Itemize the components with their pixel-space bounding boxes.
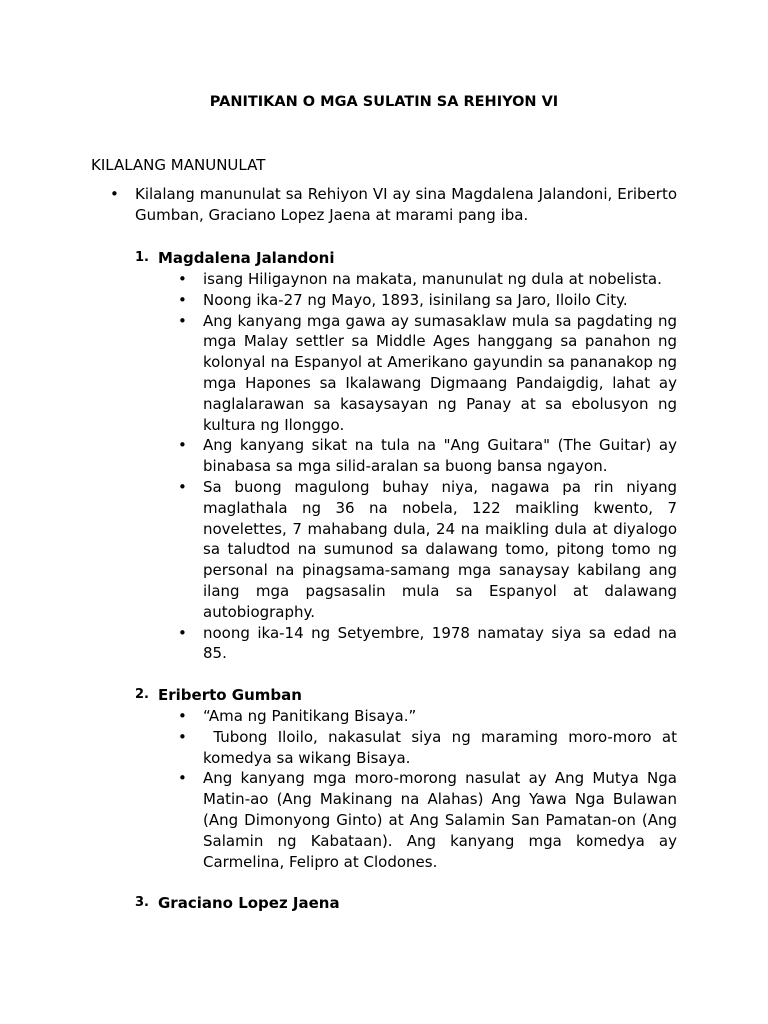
- bullet-icon: •: [178, 270, 187, 288]
- list-item-text: Tubong Iloilo, nakasulat siya ng maraming moro-moro at komedya sa wikang Bisaya.: [203, 727, 682, 767]
- list-item-text: “Ama ng Panitikang Bisaya.”: [203, 707, 417, 725]
- list-item-text: Ang kanyang sikat na tula na "Ang Guitara" (The Guitar) ay binabasa sa mga silid-aralan sa buong bansa ngayon.: [203, 436, 677, 476]
- list-item-text: Ang kanyang mga moro-morong nasulat ay Ang Mutya Nga Matin-ao (Ang Makinang na Alahas) Ang Yawa Nga Bulawan (Ang Dimonyong Ginto) at Ang Salamin San Pamatan-on (Ang Salamin ng Kabataan). Ang kanyang mga komedya ay Carmelina, Felipro at Clodones.: [203, 769, 677, 871]
- bullet-icon: •: [178, 477, 187, 496]
- writer-section: [135, 893, 677, 914]
- bullet-icon: •: [178, 727, 187, 746]
- list-item-text: Noong ika-27 ng Mayo, 1893, isinilang sa Jaro, Iloilo City.: [203, 290, 628, 309]
- list-item-text: Ang kanyang mga gawa ay sumasaklaw mula sa pagdating ng mga Malay settler sa Middle Ages hanggang sa panahon ng kolonyal na Espanyol at Amerikano gayundin sa pananakop ng mga Hapones sa Ikalawang Digmaang Pandaigdig, lahat ay naglalarawan sa kasaysayan ng Panay at sa ebolusyon ng kultura ng Ilonggo.: [203, 311, 677, 434]
- writer-name: Magdalena Jalandoni: [158, 249, 335, 267]
- section-heading: KILALANG MANUNULAT: [91, 156, 266, 174]
- writer-number: 3.: [135, 895, 149, 910]
- writer-heading: [135, 893, 677, 914]
- list-item: [110, 184, 677, 226]
- list-item: [178, 311, 677, 436]
- list-item: [178, 706, 677, 727]
- writer-heading: [135, 248, 677, 269]
- list-item-text: Sa buong magulong buhay niya, nagawa pa rin niyang maglathala ng 36 na nobela, 122 maikling kwento, 7 novelettes, 7 mahabang dula, 24 na maikling dula at diyalogo sa taludtod na sumunod sa dalawang tomo, pitong tomo ng personal na pinagsama-samang mga sanaysay kabilang ang ilang mga pagsasalin mula sa Espanyol at dalawang autobiography.: [203, 477, 677, 621]
- list-item-text: noong ika-14 ng Setyembre, 1978 namatay siya sa edad na 85.: [203, 623, 677, 663]
- list-item: [178, 477, 677, 623]
- writer-name: Eriberto Gumban: [158, 686, 302, 704]
- bullet-icon: •: [178, 623, 187, 642]
- list-item: [178, 269, 677, 290]
- bullet-icon: •: [178, 707, 187, 725]
- list-item: [178, 290, 677, 311]
- writer-section: [135, 248, 677, 664]
- writer-points: [178, 269, 677, 664]
- list-item: [178, 435, 677, 477]
- writer-number: 2.: [135, 687, 149, 702]
- intro-bullet: [110, 184, 677, 226]
- bullet-icon: •: [178, 311, 187, 330]
- bullet-icon: •: [178, 290, 187, 309]
- bullet-icon: •: [178, 769, 187, 788]
- writer-name: Graciano Lopez Jaena: [158, 894, 340, 912]
- list-item: [178, 623, 677, 665]
- bullet-icon: •: [110, 185, 119, 203]
- bullet-icon: •: [178, 436, 187, 455]
- list-item: [178, 768, 677, 872]
- document-title: PANITIKAN O MGA SULATIN SA REHIYON VI: [209, 94, 559, 110]
- list-item: [178, 727, 682, 769]
- writer-points: [178, 706, 682, 872]
- list-item-text: Kilalang manunulat sa Rehiyon VI ay sina Magdalena Jalandoni, Eriberto Gumban, Graciano Lopez Jaena at marami pang iba.: [135, 185, 677, 224]
- list-item-text: isang Hiligaynon na makata, manunulat ng dula at nobelista.: [203, 270, 662, 288]
- writer-heading: [135, 685, 677, 706]
- writer-section: [135, 685, 682, 872]
- writer-number: 1.: [135, 250, 149, 265]
